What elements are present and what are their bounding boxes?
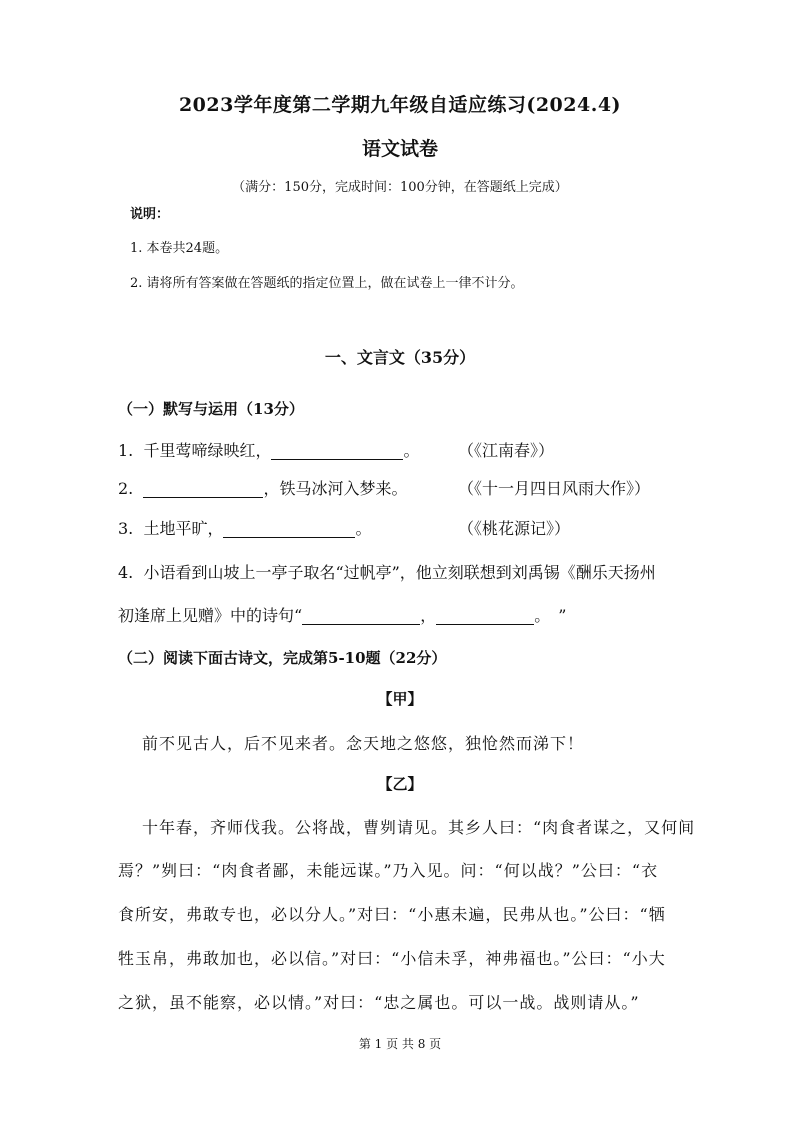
part2-title: （二）阅读下面古诗文，完成第5-10题（22分） — [118, 649, 447, 667]
note-item: 1. 本卷共24题。 — [130, 241, 229, 256]
answer-blank — [271, 441, 403, 460]
passage-yi-line: 牲玉帛，弗敢加也，必以信。”对曰：“小信未孚，神弗福也。”公曰：“小大 — [118, 949, 666, 968]
question-1 — [118, 438, 419, 461]
passage-label-jia: 【甲】 — [377, 690, 423, 708]
part1-title: （一）默写与运用（13分） — [118, 400, 304, 418]
question-text: 千里莺啼绿映红， — [143, 441, 272, 460]
question-3 — [118, 516, 371, 539]
question-number: 1. — [118, 441, 134, 460]
answer-blank — [436, 606, 534, 625]
notes-heading: 说明： — [130, 207, 170, 222]
passage-label-yi: 【乙】 — [377, 775, 423, 793]
question-number: 3. — [118, 519, 134, 538]
question-2 — [118, 476, 407, 499]
answer-blank — [302, 606, 420, 625]
question-number: 4. — [118, 563, 134, 582]
question-text: 小语看到山坡上一亭子取名“过帆亭”，他立刻联想到刘禹锡《酬乐天扬州 — [143, 563, 656, 582]
question-source: （《江南春》） — [458, 441, 555, 460]
answer-blank — [143, 479, 263, 498]
question-4-line2 — [118, 603, 566, 626]
passage-yi-line: 十年春，齐师伐我。公将战，曹刿请见。其乡人曰：“肉食者谋之，又何间 — [142, 818, 696, 837]
exam-title: 2023学年度第二学期九年级自适应练习(2024.4) — [178, 94, 622, 116]
answer-blank — [223, 519, 355, 538]
passage-jia-text: 前不见古人，后不见来者。念天地之悠悠，独怆然而涕下！ — [142, 734, 585, 753]
question-text: 。 ” — [534, 606, 567, 625]
question-text: 。 — [403, 441, 420, 460]
passage-yi-line: 食所安，弗敢专也，必以分人。”对曰：“小惠未遍，民弗从也。”公曰：“牺 — [118, 905, 666, 924]
question-number: 2. — [118, 479, 134, 498]
question-text: ，铁马冰河入梦来。 — [263, 479, 408, 498]
passage-yi-line: 焉？”刿曰：“肉食者鄙，未能远谋。”乃入见。问：“何以战？”公曰：“衣 — [118, 861, 659, 880]
question-text: 初逢席上见赠》中的诗句“ — [118, 606, 303, 625]
page-footer: 第 1 页 共 8 页 — [358, 1037, 442, 1051]
question-source: （《十一月四日风雨大作》） — [458, 479, 651, 498]
passage-yi-line: 之狱，虽不能察，必以情。”对曰：“忠之属也。可以一战。战则请从。” — [118, 993, 640, 1012]
question-text: 土地平旷， — [143, 519, 224, 538]
score-line: （满分：150分，完成时间：100分钟，在答题纸上完成） — [232, 180, 568, 195]
question-source: （《桃花源记》） — [458, 519, 571, 538]
question-4 — [118, 560, 656, 583]
question-text: ， — [420, 606, 437, 625]
section-title: 一、文言文（35分） — [324, 348, 476, 367]
question-text: 。 — [355, 519, 372, 538]
exam-subtitle: 语文试卷 — [361, 138, 438, 160]
note-item: 2. 请将所有答案做在答题纸的指定位置上，做在试卷上一律不计分。 — [130, 276, 524, 291]
